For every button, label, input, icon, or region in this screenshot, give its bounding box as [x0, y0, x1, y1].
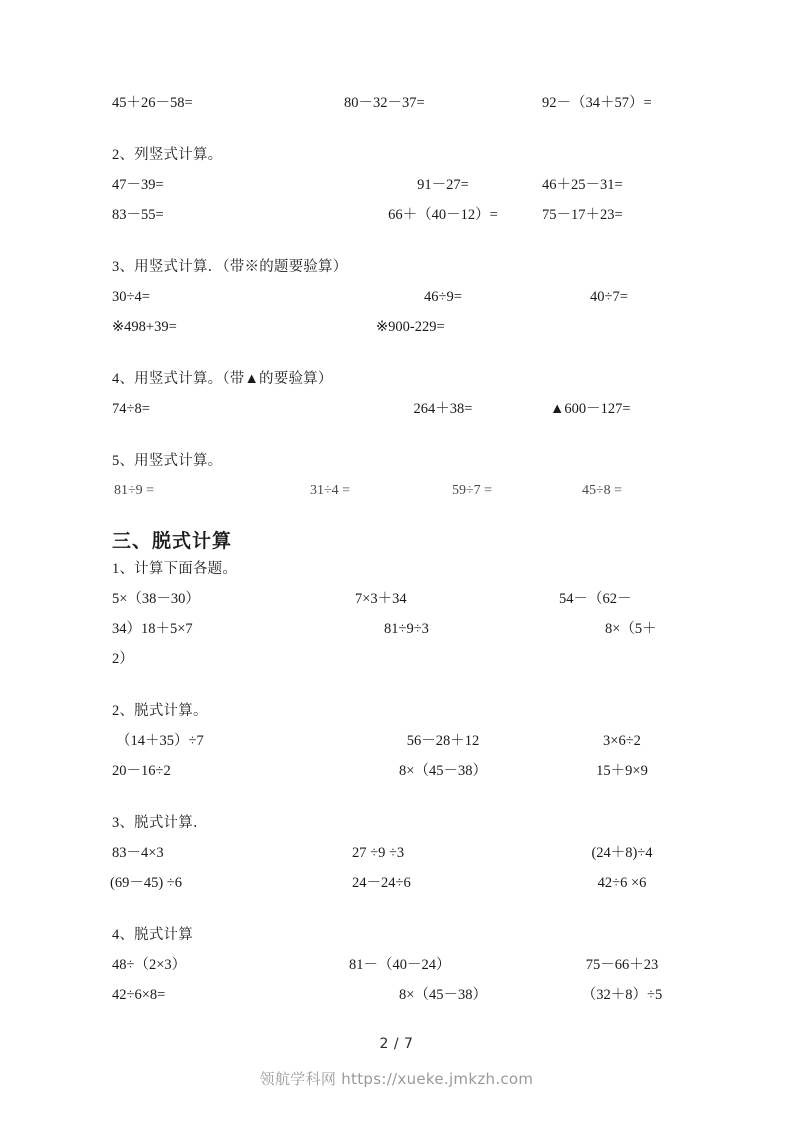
problem-cell: ▲600－127=	[550, 401, 631, 417]
problem-row	[112, 756, 682, 786]
question-group-tuoshi-2	[112, 696, 682, 786]
problem-cell: 7×3＋34	[355, 591, 407, 607]
question-group-tuoshi-3	[112, 808, 682, 898]
problem-cell: 91－27=	[417, 177, 469, 193]
group-label: 4、脱式计算	[112, 927, 193, 943]
problem-cell: 75－17＋23=	[542, 207, 623, 223]
problem-cell: 83－55=	[112, 207, 164, 223]
problem-row	[112, 312, 682, 342]
problem-cell: (24＋8)÷4	[591, 845, 653, 861]
group-label: 3、脱式计算．	[112, 815, 208, 831]
problem-row	[112, 980, 682, 1010]
problem-cell: 20－16÷2	[112, 763, 171, 779]
problem-row	[112, 282, 682, 312]
question-group-5	[112, 446, 682, 506]
problem-row	[112, 726, 682, 756]
spacer	[112, 506, 682, 528]
section-heading: 三、脱式计算	[112, 530, 233, 552]
problem-row	[112, 476, 682, 506]
question-group-2	[112, 140, 682, 230]
problem-cell: 3×6÷2	[603, 733, 641, 749]
spacer	[112, 230, 682, 252]
question-group-tuoshi-1	[112, 554, 682, 674]
group-label: 2、脱式计算。	[112, 703, 208, 719]
site-watermark: 领航学科网 https://xueke.jmkzh.com	[259, 1070, 534, 1088]
problem-row	[112, 200, 682, 230]
problem-row	[112, 88, 682, 118]
problem-cell: 8×（5＋	[605, 621, 657, 637]
problem-cell: (69－45) ÷6	[110, 875, 182, 891]
problem-cell: 83－4×3	[112, 845, 164, 861]
problem-cell: 42÷6 ×6	[597, 875, 647, 891]
problem-row	[112, 950, 682, 980]
problem-cell: 80－32－37=	[344, 95, 425, 111]
problem-cell: 24－24÷6	[352, 875, 411, 891]
spacer	[112, 674, 682, 696]
problem-cell: （32＋8）÷5	[581, 987, 663, 1003]
problem-cell: 46＋25－31=	[542, 177, 623, 193]
problem-cell: 264＋38=	[413, 401, 473, 417]
problem-cell: ※498+39=	[112, 319, 177, 335]
problem-cell: 45＋26－58=	[112, 95, 193, 111]
problem-cell: 15＋9×9	[596, 763, 648, 779]
problem-cell: 81÷9÷3	[384, 621, 429, 637]
group-label: 5、用竖式计算。	[112, 453, 223, 469]
problem-row	[112, 838, 682, 868]
problem-cell: ※900-229=	[376, 319, 445, 335]
problem-row	[112, 868, 682, 898]
spacer	[112, 118, 682, 140]
problem-row	[112, 394, 682, 424]
spacer	[112, 424, 682, 446]
question-group-tuoshi-4	[112, 920, 682, 1010]
problem-cell: 59÷7 =	[452, 483, 493, 498]
problem-cell: 48÷（2×3）	[112, 957, 187, 973]
problem-row	[112, 614, 682, 644]
problem-cell: 34）18＋5×7	[112, 621, 193, 637]
problem-row	[112, 584, 682, 614]
group-label: 3、用竖式计算．（带※的题要验算）	[112, 259, 348, 275]
problem-cell: 46÷9=	[424, 289, 462, 305]
group-label: 2、列竖式计算。	[112, 147, 223, 163]
problem-cell: 45÷8 =	[582, 483, 623, 498]
problem-cell: 74÷8=	[112, 401, 150, 417]
problem-cell: 54－（62－	[559, 591, 632, 607]
problem-cell: 2）	[112, 651, 134, 667]
problem-row	[112, 170, 682, 200]
problem-cell: 31÷4 =	[310, 483, 351, 498]
problem-row	[112, 644, 682, 674]
question-group-4	[112, 364, 682, 424]
problem-cell: 30÷4=	[112, 289, 150, 305]
spacer	[112, 342, 682, 364]
problem-cell: 47－39=	[112, 177, 164, 193]
problem-cell: 75－66＋23	[585, 957, 659, 973]
problem-cell: 42÷6×8=	[112, 987, 166, 1003]
worksheet-content	[112, 88, 682, 1010]
problem-cell: 8×（45－38）	[399, 763, 487, 779]
spacer	[112, 786, 682, 808]
problem-cell: 5×（38－30）	[112, 591, 200, 607]
problem-cell: 40÷7=	[590, 289, 628, 305]
spacer	[112, 898, 682, 920]
question-group-3	[112, 252, 682, 342]
problem-cell: 92－（34＋57）=	[542, 95, 652, 111]
problem-cell: 81－（40－24）	[349, 957, 451, 973]
problem-cell: 81÷9 =	[114, 483, 155, 498]
problem-cell: 27 ÷9 ÷3	[352, 845, 405, 861]
problem-cell: 8×（45－38）	[399, 987, 487, 1003]
group-label: 4、用竖式计算。（带▲的要验算）	[112, 371, 333, 387]
problem-cell: （14＋35）÷7	[116, 733, 204, 749]
problem-cell: 66＋（40－12）=	[388, 207, 498, 223]
group-label: 1、计算下面各题。	[112, 561, 238, 577]
problem-cell: 56－28＋12	[406, 733, 480, 749]
page-number: 2 / 7	[379, 1036, 414, 1052]
